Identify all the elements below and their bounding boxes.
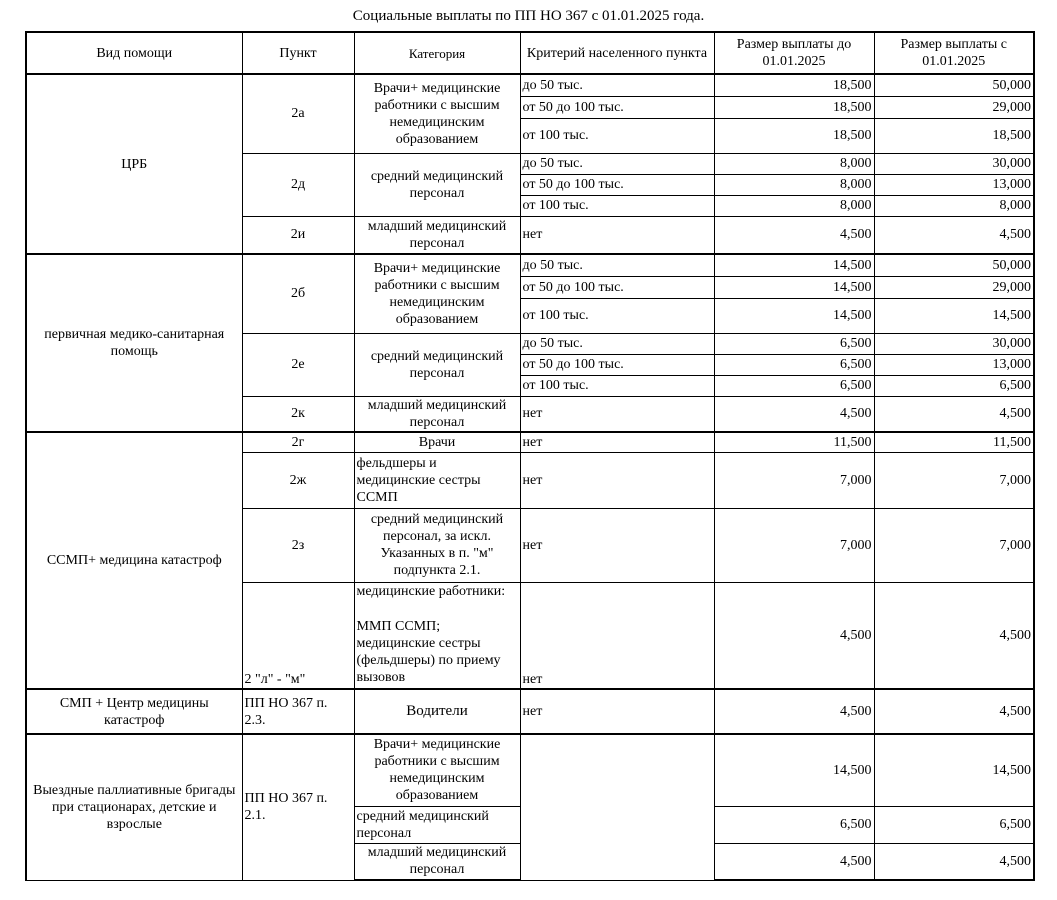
amount-after: 4,500 xyxy=(874,843,1034,880)
header-criterion: Критерий населенного пункта xyxy=(520,32,714,74)
header-after: Размер выплаты с 01.01.2025 xyxy=(874,32,1034,74)
category-cell: Врачи+ медицинские работники с высшим немедицинским образованием xyxy=(354,74,520,153)
type-cell: СМП + Центр медицины катастроф xyxy=(26,689,242,734)
point-cell: 2ж xyxy=(242,452,354,508)
amount-before: 14,500 xyxy=(714,254,874,276)
amount-before: 11,500 xyxy=(714,432,874,452)
point-cell: 2е xyxy=(242,333,354,396)
criterion-cell: от 100 тыс. xyxy=(520,298,714,333)
category-cell: средний медицинский персонал xyxy=(354,153,520,216)
amount-after: 11,500 xyxy=(874,432,1034,452)
header-point: Пункт xyxy=(242,32,354,74)
amount-before: 14,500 xyxy=(714,298,874,333)
amount-before: 6,500 xyxy=(714,333,874,354)
amount-after: 7,000 xyxy=(874,508,1034,582)
category-cell: Врачи+ медицинские работники с высшим немедицинским образованием xyxy=(354,254,520,333)
criterion-cell: до 50 тыс. xyxy=(520,74,714,96)
type-cell: ЦРБ xyxy=(26,74,242,254)
amount-before: 6,500 xyxy=(714,354,874,375)
table-row xyxy=(26,432,1034,452)
header-type: Вид помощи xyxy=(26,32,242,74)
category-cell: средний медицинский персонал xyxy=(354,333,520,396)
category-cell: младший медицинский персонал xyxy=(354,843,520,880)
point-cell: 2б xyxy=(242,254,354,333)
point-cell: 2г xyxy=(242,432,354,452)
criterion-cell: до 50 тыс. xyxy=(520,254,714,276)
criterion-cell: от 100 тыс. xyxy=(520,195,714,216)
amount-after: 4,500 xyxy=(874,582,1034,689)
amount-before: 18,500 xyxy=(714,118,874,153)
amount-after: 50,000 xyxy=(874,254,1034,276)
criterion-cell: от 50 до 100 тыс. xyxy=(520,174,714,195)
amount-after: 7,000 xyxy=(874,452,1034,508)
point-cell: 2 "л" - "м" xyxy=(242,582,354,689)
amount-before: 4,500 xyxy=(714,582,874,689)
criterion-cell: нет xyxy=(520,396,714,432)
amount-before: 7,000 xyxy=(714,452,874,508)
amount-before: 4,500 xyxy=(714,843,874,880)
amount-before: 14,500 xyxy=(714,276,874,298)
amount-after: 4,500 xyxy=(874,216,1034,254)
amount-before: 6,500 xyxy=(714,806,874,843)
amount-after: 29,000 xyxy=(874,276,1034,298)
category-cell: Врачи+ медицинские работники с высшим немедицинским образованием xyxy=(354,734,520,806)
table-header xyxy=(26,32,1034,74)
category-cell: средний медицинский персонал, за искл. Указанных в п. "м" подпункта 2.1. xyxy=(354,508,520,582)
amount-after: 18,500 xyxy=(874,118,1034,153)
criterion-cell: от 100 тыс. xyxy=(520,118,714,153)
point-cell: 2а xyxy=(242,74,354,153)
amount-before: 18,500 xyxy=(714,74,874,96)
point-cell: 2з xyxy=(242,508,354,582)
amount-after: 6,500 xyxy=(874,806,1034,843)
criterion-cell: от 100 тыс. xyxy=(520,375,714,396)
amount-before: 7,000 xyxy=(714,508,874,582)
category-cell xyxy=(354,582,520,689)
amount-before: 8,000 xyxy=(714,174,874,195)
category-cell: фельдшеры и медицинские сестры ССМП xyxy=(354,452,520,508)
header-category: Категория xyxy=(354,32,520,74)
table-row xyxy=(26,734,1034,806)
table-row xyxy=(26,689,1034,734)
amount-after: 14,500 xyxy=(874,734,1034,806)
point-cell: 2и xyxy=(242,216,354,254)
table-row xyxy=(26,74,1034,96)
category-cell: Врачи xyxy=(354,432,520,452)
category-cell: младший медицинский персонал xyxy=(354,216,520,254)
amount-after: 8,000 xyxy=(874,195,1034,216)
criterion-cell: нет xyxy=(520,508,714,582)
category-cell: средний медицинский персонал xyxy=(354,806,520,843)
payments-table xyxy=(25,31,1035,881)
criterion-cell: от 50 до 100 тыс. xyxy=(520,96,714,118)
criterion-cell: нет xyxy=(520,582,714,689)
page-title: Социальные выплаты по ПП НО 367 с 01.01.2025 года. xyxy=(352,8,705,24)
point-cell: 2д xyxy=(242,153,354,216)
amount-before: 6,500 xyxy=(714,375,874,396)
category-cell: младший медицинский персонал xyxy=(354,396,520,432)
amount-after: 4,500 xyxy=(874,689,1034,734)
amount-after: 13,000 xyxy=(874,174,1034,195)
type-cell: Выездные паллиативные бригады при стационарах, детские и взрослые xyxy=(26,734,242,880)
amount-after: 13,000 xyxy=(874,354,1034,375)
amount-after: 14,500 xyxy=(874,298,1034,333)
criterion-cell: нет xyxy=(520,216,714,254)
amount-before: 8,000 xyxy=(714,195,874,216)
amount-before: 4,500 xyxy=(714,216,874,254)
category-line: ММП ССМП; xyxy=(356,618,441,634)
amount-after: 29,000 xyxy=(874,96,1034,118)
point-cell: ПП НО 367 п. 2.1. xyxy=(242,734,354,880)
category-line: медицинские работники: xyxy=(356,583,506,599)
amount-before: 8,000 xyxy=(714,153,874,174)
category-cell: Водители xyxy=(354,689,520,734)
criterion-cell: до 50 тыс. xyxy=(520,153,714,174)
criterion-cell: до 50 тыс. xyxy=(520,333,714,354)
criterion-cell: нет xyxy=(520,689,714,734)
point-cell: ПП НО 367 п. 2.3. xyxy=(242,689,354,734)
amount-after: 30,000 xyxy=(874,333,1034,354)
table-row xyxy=(26,254,1034,276)
criterion-cell: нет xyxy=(520,452,714,508)
amount-after: 30,000 xyxy=(874,153,1034,174)
amount-before: 18,500 xyxy=(714,96,874,118)
category-line: медицинские сестры (фельдшеры) по приему вызовов xyxy=(356,635,501,685)
amount-after: 6,500 xyxy=(874,375,1034,396)
amount-after: 4,500 xyxy=(874,396,1034,432)
amount-before: 14,500 xyxy=(714,734,874,806)
type-cell: ССМП+ медицина катастроф xyxy=(26,432,242,689)
amount-before: 4,500 xyxy=(714,689,874,734)
criterion-cell: от 50 до 100 тыс. xyxy=(520,354,714,375)
amount-before: 4,500 xyxy=(714,396,874,432)
amount-after: 50,000 xyxy=(874,74,1034,96)
criterion-cell: от 50 до 100 тыс. xyxy=(520,276,714,298)
point-cell: 2к xyxy=(242,396,354,432)
type-cell: первичная медико-санитарная помощь xyxy=(26,254,242,432)
criterion-cell xyxy=(520,734,714,880)
criterion-cell: нет xyxy=(520,432,714,452)
header-before: Размер выплаты до 01.01.2025 xyxy=(714,32,874,74)
